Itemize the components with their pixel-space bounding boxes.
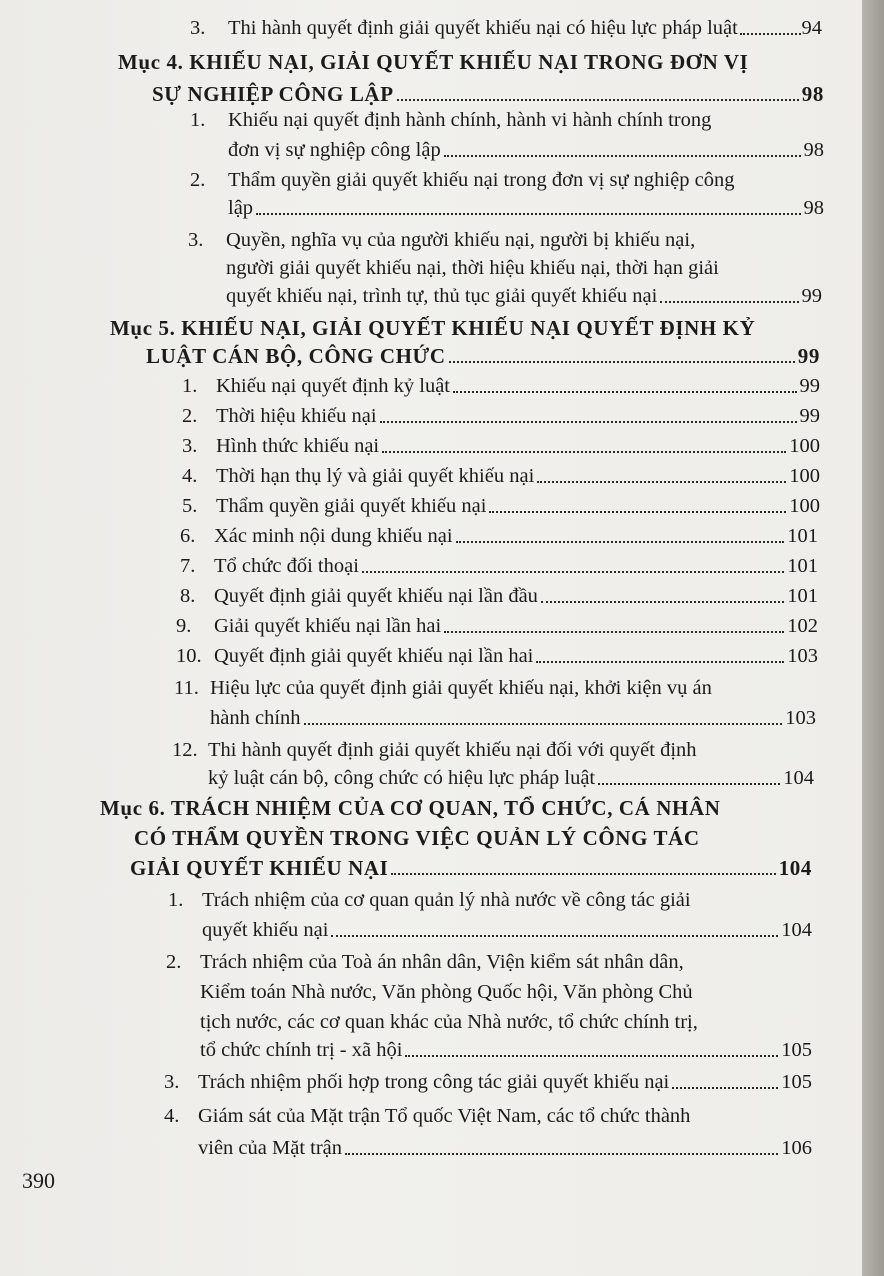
toc-entry-text: Giải quyết khiếu nại lần hai — [214, 615, 442, 637]
toc-entry-number: 3. — [182, 435, 198, 457]
section-heading — [134, 826, 784, 850]
toc-entry-number: 1. — [168, 889, 184, 911]
toc-entry-page: 104 — [781, 919, 812, 941]
toc-entry-text: đơn vị sự nghiệp công lập — [228, 139, 441, 161]
toc-entry — [180, 554, 818, 578]
leader-dots — [362, 571, 784, 573]
section-heading-text: LUẬT CÁN BỘ, CÔNG CHỨC — [146, 344, 446, 368]
toc-entry-number: 2. — [166, 951, 182, 973]
toc-entry-text: Thi hành quyết định giải quyết khiếu nại đối với quyết định — [208, 739, 697, 761]
toc-entry — [188, 228, 792, 252]
toc-entry-text: Thời hiệu khiếu nại — [216, 405, 377, 427]
section-heading-text: CÓ THẨM QUYỀN TRONG VIỆC QUẢN LÝ CÔNG TÁC — [134, 826, 700, 850]
leader-dots — [382, 451, 786, 453]
toc-entry-text: Thẩm quyền giải quyết khiếu nại trong đơn vị sự nghiệp công — [228, 169, 735, 191]
toc-entry — [182, 464, 820, 488]
toc-entry — [166, 950, 780, 974]
toc-entry-text: lập — [228, 197, 254, 219]
toc-entry-number: 5. — [182, 495, 198, 517]
toc-entry — [172, 738, 782, 762]
toc-entry-page: 105 — [781, 1071, 812, 1093]
toc-entry-text: quyết khiếu nại, trình tự, thủ tục giải quyết khiếu nại — [226, 285, 658, 307]
section-heading — [110, 316, 774, 340]
leader-dots — [391, 873, 775, 875]
toc-entry — [180, 584, 818, 608]
leader-dots — [456, 541, 785, 543]
toc-entry-text: Tổ chức đối thoại — [214, 555, 359, 577]
section-heading — [100, 796, 788, 820]
toc-entry — [164, 1070, 812, 1094]
toc-entry-number: 1. — [182, 375, 198, 397]
toc-entry-text: Quyết định giải quyết khiếu nại lần hai — [214, 645, 534, 667]
toc-entry — [208, 766, 814, 790]
toc-entry — [176, 644, 818, 668]
toc-entry-number: 12. — [172, 739, 198, 761]
toc-entry-text: kỷ luật cán bộ, công chức có hiệu lực pháp luật — [208, 767, 596, 789]
toc-entry-page: 99 — [799, 405, 820, 427]
toc-entry — [176, 614, 818, 638]
toc-entry-text: Kiểm toán Nhà nước, Văn phòng Quốc hội, Văn phòng Chủ — [200, 981, 693, 1003]
toc-entry-text: tổ chức chính trị - xã hội — [200, 1039, 403, 1061]
toc-entry-number: 1. — [190, 109, 206, 131]
toc-entry — [226, 284, 822, 308]
toc-entry-number: 10. — [176, 645, 202, 667]
leader-dots — [537, 481, 786, 483]
toc-entry-number: 3. — [188, 229, 204, 251]
toc-entry-text: Khiếu nại quyết định kỷ luật — [216, 375, 450, 397]
toc-entry-number: 4. — [182, 465, 198, 487]
toc-entry-text: Thẩm quyền giải quyết khiếu nại — [216, 495, 487, 517]
toc-entry-number: 4. — [164, 1105, 180, 1127]
toc-entry-text: Thi hành quyết định giải quyết khiếu nại có hiệu lực pháp luật — [228, 17, 738, 39]
leader-dots — [304, 723, 783, 725]
toc-entry-number: 2. — [190, 169, 206, 191]
toc-entry-page: 100 — [789, 435, 820, 457]
toc-entry-page: 103 — [785, 707, 816, 729]
toc-entry-text: Giám sát của Mặt trận Tổ quốc Việt Nam, các tổ chức thành — [198, 1105, 691, 1127]
toc-entry-text: Quyền, nghĩa vụ của người khiếu nại, người bị khiếu nại, — [226, 229, 696, 251]
leader-dots — [672, 1087, 778, 1089]
toc-entry-page: 100 — [789, 495, 820, 517]
toc-entry — [190, 16, 822, 40]
toc-entry-text: Thời hạn thụ lý và giải quyết khiếu nại — [216, 465, 535, 487]
toc-entry-page: 104 — [783, 767, 814, 789]
toc-entry-number: 3. — [164, 1071, 180, 1093]
toc-entry-text: Hiệu lực của quyết định giải quyết khiếu nại, khởi kiện vụ án — [210, 677, 712, 699]
toc-entry-page: 98 — [803, 139, 824, 161]
toc-entry — [228, 138, 824, 162]
leader-dots — [345, 1153, 778, 1155]
toc-entry-page: 98 — [801, 82, 824, 106]
toc-entry-text: tịch nước, các cơ quan khác của Nhà nước, tổ chức chính trị, — [200, 1011, 698, 1033]
toc-entry-number: 9. — [176, 615, 192, 637]
section-heading-text: Mục 5. KHIẾU NẠI, GIẢI QUYẾT KHIẾU NẠI QUYẾT ĐỊNH KỶ — [110, 316, 756, 340]
section-heading-text: SỰ NGHIỆP CÔNG LẬP — [152, 82, 394, 106]
toc-entry — [210, 706, 816, 730]
toc-entry-number: 11. — [174, 677, 199, 699]
toc-entry — [226, 256, 792, 280]
page-number: 390 — [22, 1168, 55, 1193]
leader-dots — [740, 33, 801, 35]
toc-entry-page: 103 — [787, 645, 818, 667]
leader-dots — [444, 631, 784, 633]
toc-entry-page: 105 — [781, 1039, 812, 1061]
leader-dots — [453, 391, 797, 393]
toc-entry — [182, 374, 820, 398]
toc-entry-page: 98 — [803, 197, 824, 219]
section-heading — [146, 344, 820, 368]
toc-entry-text: Quyết định giải quyết khiếu nại lần đầu — [214, 585, 538, 607]
toc-entry — [198, 1136, 812, 1160]
toc-entry — [174, 676, 786, 700]
section-heading-text: Mục 4. KHIẾU NẠI, GIẢI QUYẾT KHIẾU NẠI TRONG ĐƠN VỊ — [118, 50, 749, 74]
leader-dots — [444, 155, 801, 157]
toc-entry-text: hành chính — [210, 707, 301, 729]
page-edge — [862, 0, 884, 1276]
toc-entry-text: Trách nhiệm của cơ quan quản lý nhà nước về công tác giải — [202, 889, 691, 911]
leader-dots — [405, 1055, 778, 1057]
leader-dots — [380, 421, 797, 423]
section-heading — [118, 50, 782, 74]
toc-entry — [200, 980, 780, 1004]
toc-entry-page: 101 — [787, 555, 818, 577]
toc-entry — [200, 1010, 780, 1034]
leader-dots — [536, 661, 784, 663]
toc-entry-page: 102 — [787, 615, 818, 637]
toc-entry — [182, 434, 820, 458]
leader-dots — [256, 213, 800, 215]
toc-entry-page: 99 — [799, 375, 820, 397]
toc-entry-page: 101 — [787, 585, 818, 607]
toc-entry-text: viên của Mặt trận — [198, 1137, 343, 1159]
leader-dots — [660, 301, 798, 303]
toc-entry-text: người giải quyết khiếu nại, thời hiệu khiếu nại, thời hạn giải — [226, 257, 719, 279]
toc-entry-page: 94 — [801, 17, 822, 39]
toc-entry-text: Hình thức khiếu nại — [216, 435, 380, 457]
toc-entry — [182, 494, 820, 518]
toc-entry-text: quyết khiếu nại — [202, 919, 329, 941]
toc-entry — [180, 524, 818, 548]
toc-entry-page: 99 — [801, 285, 822, 307]
leader-dots — [449, 361, 795, 363]
toc-entry-text: Trách nhiệm phối hợp trong công tác giải quyết khiếu nại — [198, 1071, 670, 1093]
toc-entry-page: 99 — [797, 344, 820, 368]
section-heading — [130, 856, 812, 880]
leader-dots — [541, 601, 784, 603]
leader-dots — [397, 99, 799, 101]
toc-entry-page: 100 — [789, 465, 820, 487]
toc-entry-number: 3. — [190, 17, 206, 39]
toc-entry — [190, 168, 790, 192]
toc-entry-page: 106 — [781, 1137, 812, 1159]
leader-dots — [489, 511, 786, 513]
toc-entry-number: 8. — [180, 585, 196, 607]
toc-entry-number: 6. — [180, 525, 196, 547]
toc-entry — [202, 918, 812, 942]
toc-entry — [182, 404, 820, 428]
section-heading-text: Mục 6. TRÁCH NHIỆM CỦA CƠ QUAN, TỔ CHỨC, CÁ NHÂN — [100, 796, 721, 820]
leader-dots — [331, 935, 778, 937]
toc-entry-number: 7. — [180, 555, 196, 577]
toc-entry-text: Trách nhiệm của Toà án nhân dân, Viện kiểm sát nhân dân, — [200, 951, 684, 973]
toc-entry — [190, 108, 790, 132]
leader-dots — [598, 783, 780, 785]
toc-entry-page: 104 — [778, 856, 812, 880]
toc-entry — [228, 196, 824, 220]
toc-entry-page: 101 — [787, 525, 818, 547]
toc-entry-text: Xác minh nội dung khiếu nại — [214, 525, 453, 547]
section-heading-text: GIẢI QUYẾT KHIẾU NẠI — [130, 856, 389, 880]
toc-entry — [200, 1038, 812, 1062]
toc-entry — [168, 888, 780, 912]
toc-entry-text: Khiếu nại quyết định hành chính, hành vi hành chính trong — [228, 109, 712, 131]
toc-entry — [164, 1104, 780, 1128]
section-heading — [152, 82, 824, 106]
toc-entry-number: 2. — [182, 405, 198, 427]
